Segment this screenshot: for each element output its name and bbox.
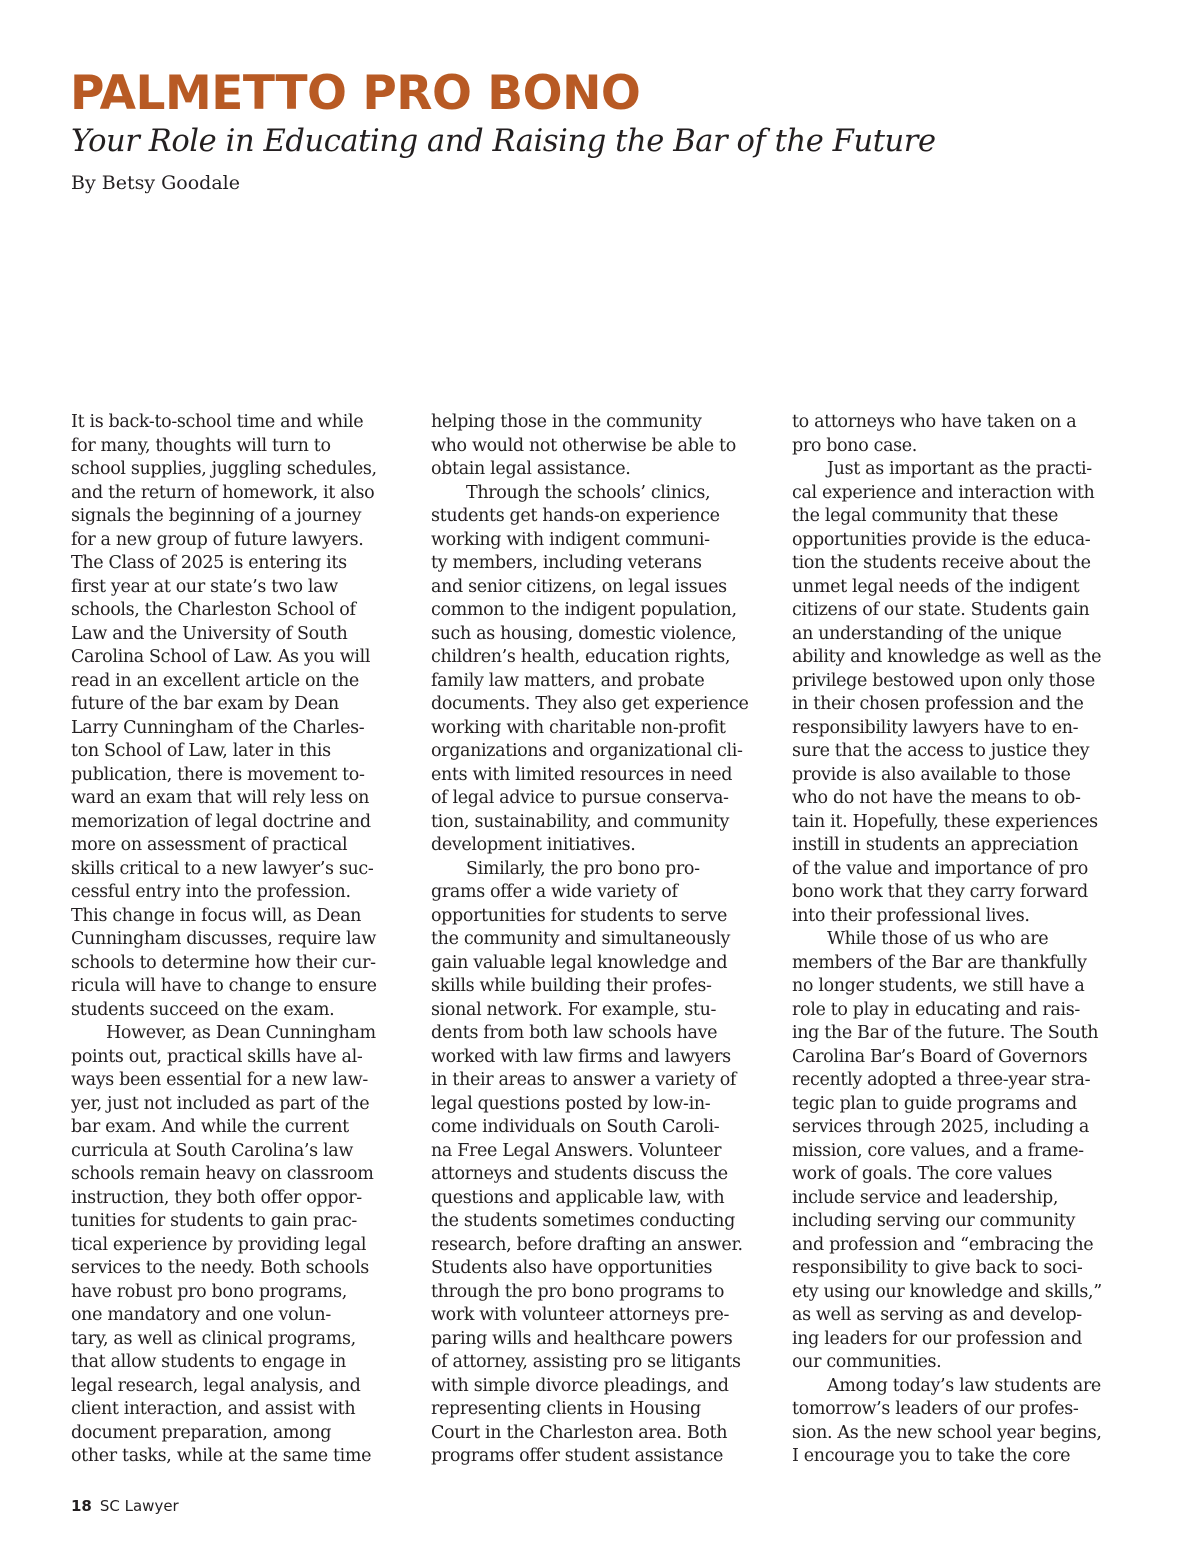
text-line: cal experience and interaction with (792, 482, 1095, 503)
text-line: yer, just not included as part of the (71, 1093, 370, 1114)
text-line: tomorrow’s leaders of our profes- (792, 1399, 1079, 1419)
text-line: for a new group of future lawyers. (71, 529, 364, 550)
paragraph-start-line: Similarly, the pro bono pro- (466, 858, 700, 879)
text-line: ety using our knowledge and skills,” (792, 1281, 1102, 1302)
text-line: our communities. (792, 1352, 942, 1372)
page-footer (71, 1496, 179, 1516)
text-line: and the return of homework, it also (71, 482, 375, 503)
text-line: It is back-to-school time and while (71, 412, 364, 432)
text-line: responsibility to give back to soci- (792, 1258, 1083, 1278)
text-line: an understanding of the unique (792, 623, 1062, 644)
paragraph-start-line: Just as important as the practi- (827, 459, 1092, 479)
text-line: ing leaders for our profession and (792, 1328, 1083, 1349)
text-line: curricula at South Carolina’s law (71, 1140, 353, 1161)
text-line: schools to determine how their cur- (71, 952, 376, 973)
text-line: opportunities provide is the educa- (792, 529, 1091, 550)
text-line: schools, the Charleston School of (71, 600, 356, 620)
text-line: instill in students an appreciation (792, 835, 1079, 855)
text-line: ward an exam that will rely less on (71, 788, 370, 808)
text-line: instruction, they both offer oppor- (71, 1187, 362, 1208)
text-line: of the value and importance of pro (792, 858, 1088, 879)
text-line: tion the students receive about the (792, 553, 1091, 573)
text-line: skills while building their profes- (431, 976, 712, 996)
text-line: legal questions posted by low-in- (431, 1093, 711, 1114)
text-line: sional network. For example, stu- (431, 999, 717, 1020)
text-line: and senior citizens, on legal issues (431, 576, 727, 597)
text-line: of legal advice to pursue conserva- (431, 788, 729, 808)
text-line: no longer students, we still have a (792, 976, 1085, 996)
text-line: ton School of Law, later in this (71, 741, 331, 761)
text-line: who would not otherwise be able to (431, 435, 736, 456)
text-line: in their chosen profession and the (792, 694, 1084, 714)
text-line: publication, there is movement to- (71, 764, 365, 785)
text-line: unmet legal needs of the indigent (792, 576, 1080, 597)
publication-name: SC Lawyer (99, 1497, 179, 1515)
text-line: privilege bestowed upon only those (792, 670, 1095, 691)
text-line: family law matters, and probate (431, 670, 705, 691)
text-line: role to play in educating and rais- (792, 999, 1080, 1020)
text-line: research, before drafting an answer. (431, 1234, 743, 1255)
article-title: PALMETTO PRO BONO (70, 66, 641, 121)
text-line: tunities for students to gain prac- (71, 1211, 357, 1231)
text-line: come individuals on South Caroli- (431, 1117, 720, 1137)
text-line: development initiatives. (431, 835, 636, 855)
text-line: to attorneys who have taken on a (792, 412, 1077, 432)
text-line: students succeed on the exam. (71, 999, 335, 1020)
text-line: Larry Cunningham of the Charles- (71, 717, 365, 738)
text-line: tegic plan to guide programs and (792, 1093, 1077, 1114)
text-line: and profession and “embracing the (792, 1234, 1094, 1255)
text-column-3 (792, 411, 1142, 1469)
text-line: the legal community that these (792, 506, 1058, 526)
text-line: through the pro bono programs to (431, 1281, 725, 1302)
text-line: worked with law firms and lawyers (431, 1046, 731, 1067)
text-line: with simple divorce pleadings, and (431, 1375, 729, 1396)
text-line: cessful entry into the profession. (71, 882, 351, 902)
text-line: organizations and organizational cli- (431, 741, 743, 761)
text-line: services through 2025, including a (792, 1117, 1089, 1137)
paragraph-start-line: Through the schools’ clinics, (466, 482, 711, 503)
text-line: have robust pro bono programs, (71, 1281, 347, 1302)
text-line: of attorney, assisting pro se litigants (431, 1352, 741, 1372)
text-line: opportunities for students to serve (431, 905, 727, 926)
text-line: Cunningham discusses, require law (71, 929, 376, 949)
text-line: dents from both law schools have (431, 1023, 718, 1043)
text-line: responsibility lawyers have to en- (792, 717, 1079, 738)
text-line: working with indigent communi- (431, 529, 710, 550)
text-line: Court in the Charleston area. Both (431, 1422, 728, 1443)
text-line: Students also have opportunities (431, 1258, 713, 1278)
text-line: ty members, including veterans (431, 553, 702, 573)
text-line: working with charitable non-profit (431, 717, 726, 738)
text-line: include service and leadership, (792, 1187, 1059, 1208)
text-line: students get hands-on experience (431, 506, 720, 526)
text-line: pro bono case. (792, 435, 918, 456)
text-line: Carolina School of Law. As you will (71, 647, 371, 667)
text-line: including serving our community (792, 1211, 1076, 1231)
text-line: other tasks, while at the same time (71, 1446, 372, 1466)
paragraph-start-line: While those of us who are (827, 929, 1049, 949)
text-line: schools remain heavy on classroom (71, 1164, 374, 1184)
text-line: more on assessment of practical (71, 835, 348, 855)
text-line: bono work that they carry forward (792, 882, 1088, 902)
text-line: points out, practical skills have al- (71, 1046, 363, 1067)
text-line: ing the Bar of the future. The South (792, 1023, 1099, 1043)
text-column-2 (431, 411, 781, 1469)
text-line: the community and simultaneously (431, 929, 731, 949)
byline: By Betsy Goodale (71, 172, 240, 194)
text-line: members of the Bar are thankfully (792, 952, 1087, 973)
text-line: tain it. Hopefully, these experiences (792, 811, 1098, 832)
text-line: ability and knowledge as well as the (792, 647, 1102, 667)
text-line: obtain legal assistance. (431, 459, 631, 479)
text-line: first year at our state’s two law (71, 576, 338, 597)
text-line: client interaction, and assist with (71, 1399, 356, 1419)
text-line: gain valuable legal knowledge and (431, 952, 728, 973)
text-line: the students sometimes conducting (431, 1211, 735, 1231)
text-column-1 (71, 411, 421, 1469)
text-line: legal research, legal analysis, and (71, 1375, 361, 1396)
text-line: work with volunteer attorneys pre- (431, 1305, 730, 1325)
text-line: questions and applicable law, with (431, 1187, 725, 1208)
text-line: who do not have the means to ob- (792, 788, 1081, 808)
text-line: na Free Legal Answers. Volunteer (431, 1140, 722, 1161)
text-line: recently adopted a three-year stra- (792, 1070, 1091, 1090)
text-line: document preparation, among (71, 1422, 332, 1443)
text-line: ricula will have to change to ensure (71, 976, 377, 996)
text-line: future of the bar exam by Dean (71, 694, 339, 714)
text-line: programs offer student assistance (431, 1446, 724, 1466)
text-line: grams offer a wide variety of (431, 882, 678, 902)
text-line: that allow students to engage in (71, 1352, 346, 1372)
text-line: memorization of legal doctrine and (71, 811, 371, 832)
text-line: children’s health, education rights, (431, 647, 731, 667)
text-line: work of goals. The core values (792, 1164, 1053, 1184)
text-line: The Class of 2025 is entering its (71, 553, 347, 573)
text-line: sion. As the new school year begins, (792, 1422, 1102, 1443)
text-line: This change in focus will, as Dean (71, 905, 362, 926)
text-line: ways been essential for a new law- (71, 1070, 368, 1090)
text-line: mission, core values, and a frame- (792, 1140, 1084, 1161)
text-line: signals the beginning of a journey (71, 506, 362, 526)
text-line: Carolina Bar’s Board of Governors (792, 1046, 1088, 1067)
page-number: 18 (71, 1497, 92, 1515)
text-line: documents. They also get experience (431, 694, 749, 714)
text-line: ents with limited resources in need (431, 764, 733, 785)
text-line: provide is also available to those (792, 764, 1071, 785)
text-line: services to the needy. Both schools (71, 1258, 369, 1278)
paragraph-start-line: However, as Dean Cunningham (106, 1023, 376, 1043)
text-line: as well as serving as and develop- (792, 1305, 1082, 1325)
text-line: skills critical to a new lawyer’s suc- (71, 858, 374, 879)
text-line: representing clients in Housing (431, 1399, 701, 1419)
text-line: such as housing, domestic violence, (431, 623, 737, 644)
text-line: sure that the access to justice they (792, 741, 1090, 761)
text-line: into their professional lives. (792, 905, 1030, 926)
text-line: school supplies, juggling schedules, (71, 459, 377, 479)
text-line: one mandatory and one volun- (71, 1305, 331, 1325)
paragraph-start-line: Among today’s law students are (827, 1375, 1101, 1396)
text-line: Law and the University of South (71, 623, 348, 644)
text-line: common to the indigent population, (431, 600, 737, 620)
text-line: tical experience by providing legal (71, 1234, 367, 1255)
text-line: citizens of our state. Students gain (792, 600, 1090, 620)
text-line: read in an excellent article on the (71, 670, 359, 691)
text-line: in their areas to answer a variety of (431, 1070, 737, 1090)
text-line: tary, as well as clinical programs, (71, 1328, 356, 1349)
text-line: paring wills and healthcare powers (431, 1328, 733, 1349)
text-line: attorneys and students discuss the (431, 1164, 728, 1184)
text-line: I encourage you to take the core (792, 1446, 1071, 1466)
text-line: bar exam. And while the current (71, 1117, 349, 1137)
text-line: tion, sustainability, and community (431, 811, 730, 832)
text-line: helping those in the community (431, 412, 702, 432)
text-line: for many, thoughts will turn to (71, 435, 331, 456)
article-subtitle: Your Role in Educating and Raising the Bar of the Future (71, 124, 936, 159)
